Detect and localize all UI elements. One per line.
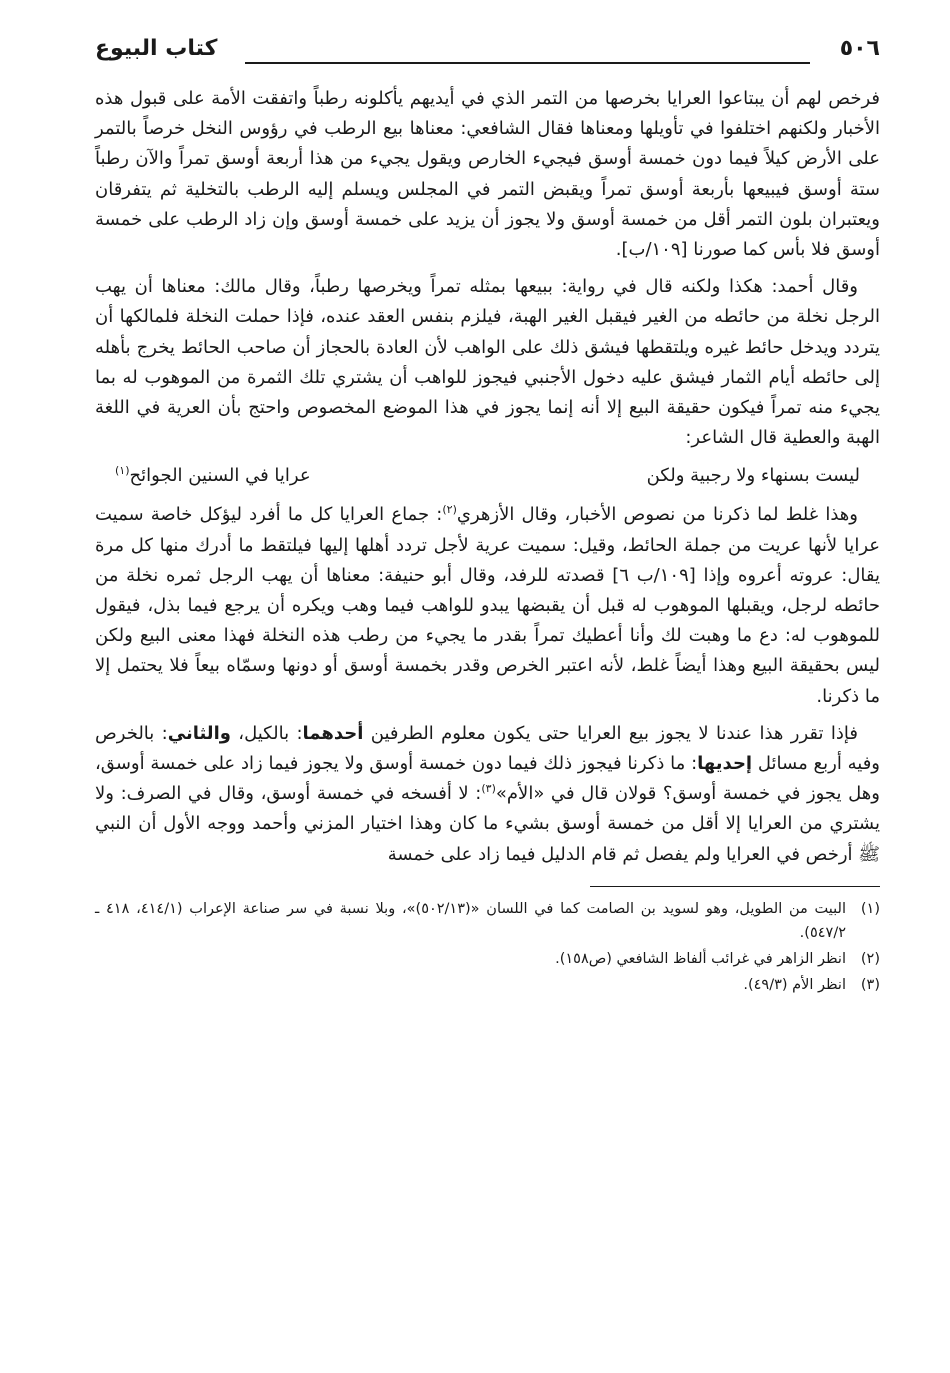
paragraph-2: وقال أحمد: هكذا ولكنه قال في رواية: ببيعها بمثله تمراً ويخرصها رطباً، وقال مالك: معناها أن يهب الرجل نخلة من حائطه من الغير فيقبل الغير الهبة، فيلزم بنفس العقد عنده، فإذا حملت النخلة فلمالكها أن يتردد ويدخل حائط غيره ويلتقطها فيشق ذلك على الواهب لأن العادة بالحجاز أن صاحب الحائط يخرج بأهله إلى حائطه أيام الثمار فيشق عليه دخول الأجنبي فيجوز للواهب أن يشتري تلك الثمرة من الموهوب له بما يجيء منه تمراً فيكون حقيقة البيع إلا أنه إنما يجوز في هذا الموضع المخصوص واحتج بأن العرية في اللغة الهبة والعطية قال الشاعر:	[95, 276, 880, 449]
footnote-number: (١)	[860, 900, 880, 917]
verse-second-hemistich: عرايا في السنين الجوائح$^{(١)}$	[115, 464, 311, 487]
footnote	[95, 947, 880, 971]
bold-term-1: أحدهما	[302, 722, 364, 744]
footnote	[95, 973, 880, 997]
footnote-ref-2[interactable]: (٢)	[442, 503, 457, 517]
footnote-number: (٢)	[860, 950, 880, 967]
page-header	[95, 34, 880, 74]
page-number: ٥٠٦	[839, 36, 880, 61]
footnotes	[95, 897, 880, 997]
footnote-ref-1[interactable]: (١)	[115, 464, 130, 478]
footnote-divider	[590, 886, 880, 887]
book-page	[95, 34, 880, 1344]
bold-term-2: والثاني	[167, 722, 231, 744]
paragraph-3: وهذا غلط لما ذكرنا من نصوص الأخبار، وقال الأزهري$^{(٢)}$: جماع العرايا كل ما أفرد ليؤكل خاصة سميت عرايا لأنها عريت من جملة الحائط، وقيل: سميت عرية لأجل تردد أهلها إليها فيلتقط ما أدرك منها كل مرة يقال: عروته أعروه وإذا [١٠٩/ب ٦] قصدته للرفد، وقال أبو حنيفة: معناها أن يهب الرجل ثمره نخلة من حائطه لرجل، ويقبلها الموهوب له قبل أن يقبضها يبدو للواهب فيما وهب ويكره أن يرجع فيما بذل، فيقول للموهوب له: دع ما وهبت لك وأنا أعطيك تمراً بقدر ما يجيء من رطب هذه النخلة فهذا معنى البيع ولكن ليس بحقيقة البيع وهذا أيضاً غلط، لأنه اعتبر الخرص وقدر بخمسة أوسق أو دونها وسمّاه بيعاً فلا يحتمل إلا ما ذكرنا.	[95, 503, 880, 707]
paragraph-4: فإذا تقرر هذا عندنا لا يجوز بيع العرايا حتى يكون معلوم الطرفين أحدهما: بالكيل، والثاني: بالخرص وفيه أربع مسائل إحديها: ما ذكرنا فيجوز ذلك فيما دون خمسة أوسق ولا يجوز فيما زاد على خمسة أوسق، وهل يجوز في خمسة أوسق؟ قولان قال في «الأم»$^{(٣)}$: لا أفسخه في خمسة أوسق، وقال في الصرف: ولا يشتري من العرايا إلا أقل من خمسة أوسق بشيء ما كان وهذا اختيار المزني وأحمد ووجه الأول أن النبي ﷺ أرخص في العرايا ولم يفصل ثم قام الدليل فيما زاد على خمسة	[95, 722, 880, 865]
footnote-text: البيت من الطويل، وهو لسويد بن الصامت كما في اللسان «(٥٠٢/١٣)»، وبلا نسبة في سر صناعة الإعراب (٤١٤/١، ٤١٨ ـ ٥٤٧/٢).	[95, 900, 846, 941]
footnote-text: انظر الأم (٤٩/٣).	[743, 976, 846, 993]
bold-term-3: إحديها	[697, 753, 753, 775]
footnote-number: (٣)	[860, 976, 880, 993]
footnote	[95, 897, 880, 945]
header-rule	[245, 62, 810, 64]
verse-first-hemistich: ليست بسنهاء ولا رجبية ولكن	[646, 465, 860, 487]
paragraph-1: فرخص لهم أن يبتاعوا العرايا بخرصها من التمر الذي في أيديهم يأكلونه رطباً واتفقت الأمة على قبول هذه الأخبار ولكنهم اختلفوا في تأويلها ومعناها فقال الشافعي: معناها بيع الرطب في رؤوس النخل خرصاً بالتمر على الأرض كيلاً فيما دون خمسة أوسق فيجيء الخارص ويقول يجيء من هذا أربعة أوسق تمراً والآن رطباً ستة أوسق فيبيعها بأربعة أوسق تمراً ويقبض التمر في المجلس ويسلم إليه الرطب بالتخلية ثم يتفرقان ويعتبران بلون التمر أقل من خمسة أوسق ولا يجوز أن يزيد على خمسة أوسق وإن زاد الرطب على خمسة أوسق فلا بأس كما صورنا [١٠٩/ب].	[95, 88, 880, 261]
body-text	[95, 84, 880, 870]
footnote-text: انظر الزاهر في غرائب ألفاظ الشافعي (ص١٥٨).	[555, 950, 846, 967]
poetry-verse	[95, 460, 880, 492]
footnote-ref-3[interactable]: (٣)	[481, 782, 496, 796]
book-title: كتاب البيوع	[95, 36, 218, 61]
